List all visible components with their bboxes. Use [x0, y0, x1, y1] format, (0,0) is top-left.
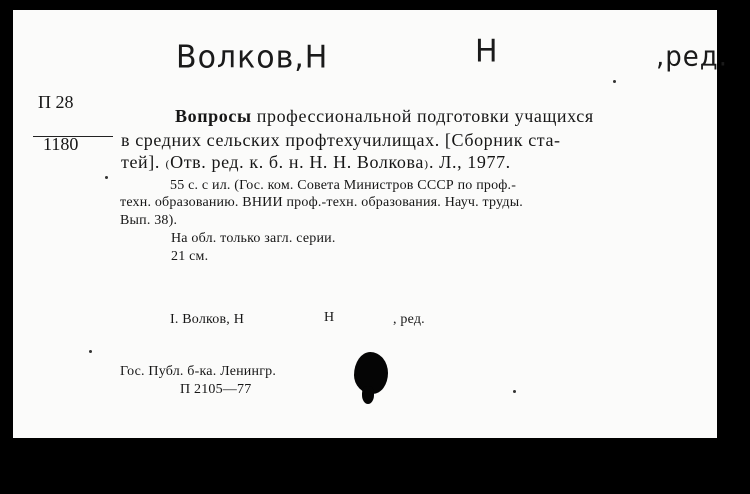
speck-mark — [613, 80, 616, 83]
speck-mark — [105, 176, 108, 179]
title-line-3: тей]. ₍Отв. ред. к. б. н. Н. Н. Волкова₎. Л., 1977. — [121, 152, 511, 172]
added-entry-initial: Н — [324, 310, 335, 325]
collation-line-2: техн. образованию. ВНИИ проф.-техн. образования. Науч. труды. — [120, 195, 523, 210]
ink-blot-drip — [362, 386, 374, 404]
card-edge-shadow — [0, 438, 718, 494]
title-line-1-rest: профессиональной подготовки учащихся — [256, 106, 594, 126]
handwritten-role: ,ред. — [656, 41, 729, 73]
handwritten-author: Волков,Н — [176, 39, 329, 76]
handwritten-initial: Н — [475, 33, 499, 70]
shelfmark-top: П 28 — [38, 92, 74, 112]
title-line-2: в средних сельских профтехучилищах. [Сборник ста- — [121, 130, 561, 150]
title-first-word: Вопросы — [175, 106, 252, 126]
size-line: 21 см. — [171, 249, 209, 264]
added-entry-label: I. Волков, Н — [170, 312, 245, 327]
speck-mark — [513, 390, 516, 393]
note-line: На обл. только загл. серии. — [171, 231, 336, 246]
title-line-1 — [175, 106, 594, 127]
collation-line-1: 55 с. с ил. (Гос. ком. Совета Министров СССР по проф.- — [170, 178, 517, 193]
shelfmark-bottom: 1180 — [43, 134, 79, 154]
added-entry-role: , ред. — [393, 312, 425, 327]
card-number: П 2105—77 — [180, 382, 252, 397]
library-line: Гос. Публ. б-ка. Ленингр. — [120, 364, 277, 379]
collation-line-3: Вып. 38). — [120, 213, 178, 228]
speck-mark — [89, 350, 92, 353]
